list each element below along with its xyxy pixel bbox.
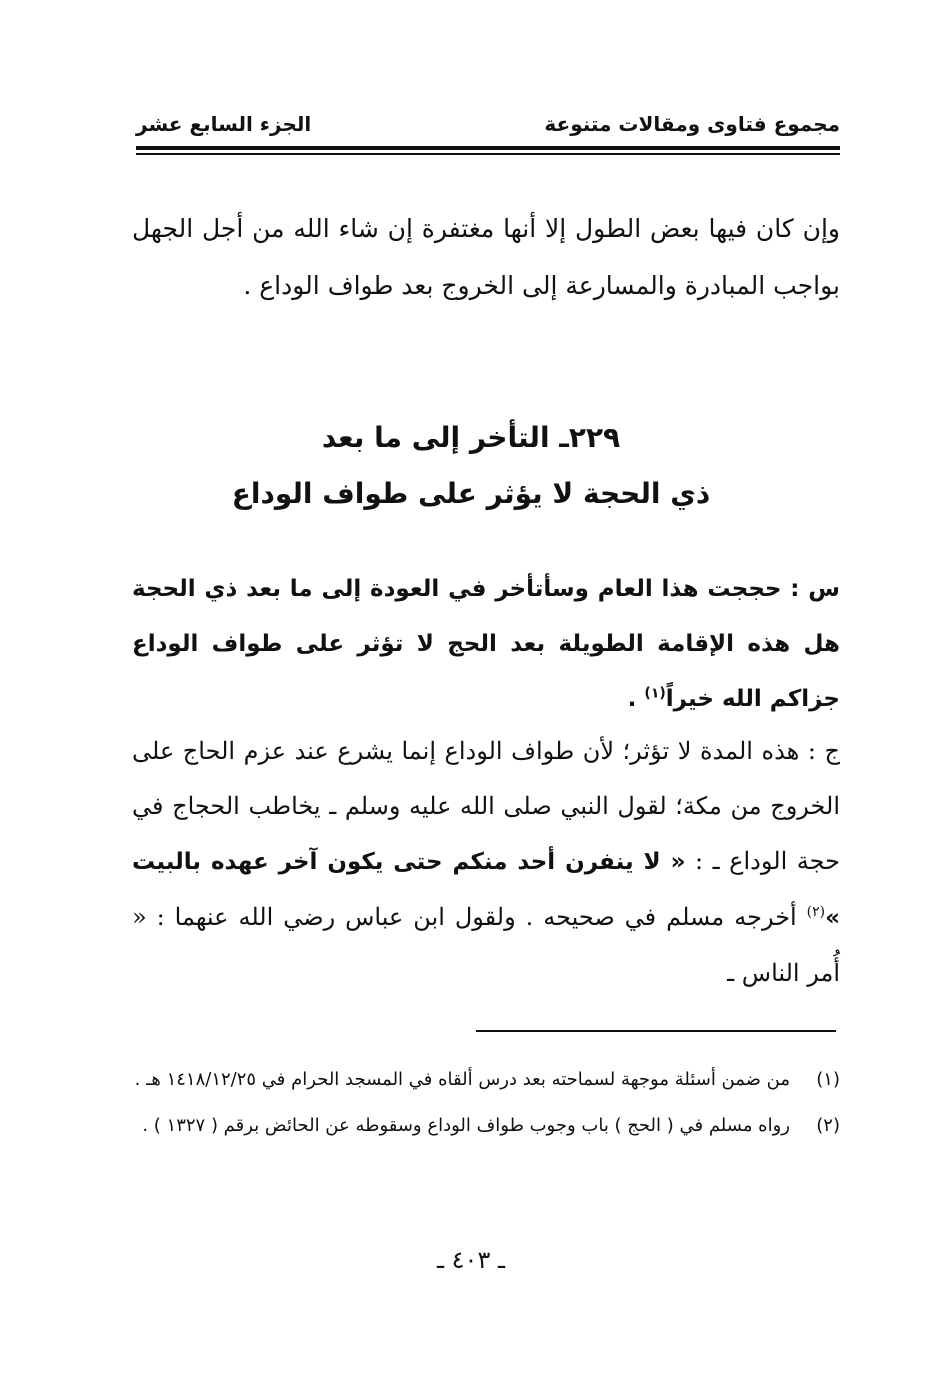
footnote-item (126, 1062, 840, 1098)
book-title: مجموع فتاوى ومقالات متنوعة (544, 112, 840, 136)
page-number: ـ ٤٠٣ ـ (436, 1246, 505, 1274)
answer-text-part2: أخرجه مسلم في صحيحه . ولقول ابن عباس رضي الله عنهما : « أُمر الناس ـ (132, 903, 840, 987)
footnote-text: رواه مسلم في ( الحج ) باب وجوب طواف الوداع وسقوطه عن الحائض برقم ( ١٣٢٧ ) . (142, 1115, 790, 1136)
header-rule-thin (136, 153, 840, 155)
footnotes (126, 1062, 840, 1154)
footnote-text: من ضمن أسئلة موجهة لسماحته بعد درس ألقاه في المسجد الحرام في ١٤١٨/١٢/٢٥ هـ . (134, 1069, 790, 1090)
hadith-quote: « لا ينفرن أحد منكم حتى يكون آخر عهده بالبيت » (132, 849, 840, 931)
section-heading-line1: ٢٢٩ـ التأخر إلى ما بعد (321, 421, 621, 454)
section-heading (102, 410, 840, 522)
volume-title: الجزء السابع عشر (136, 112, 312, 136)
intro-paragraph: وإن كان فيها بعض الطول إلا أنها مغتفرة إن شاء الله من أجل الجهل بواجب المبادرة والمسارعة إلى الخروج بعد طواف الوداع . (132, 214, 840, 300)
footnote-item (126, 1108, 840, 1144)
footnote-number: (٢) (816, 1115, 840, 1136)
answer-paragraph (132, 724, 840, 1001)
question-text: س : حججت هذا العام وسأتأخر في العودة إلى ما بعد ذي الحجة هل هذه الإقامة الطويلة بعد الحج لا تؤثر على طواف الوداع جزاكم الله خيراً (132, 576, 840, 712)
footnote-ref-1: (١) (644, 685, 666, 702)
question-end: . (627, 686, 637, 712)
answer-text-part1: ج : هذه المدة لا تؤثر؛ لأن طواف الوداع إنما يشرع عند عزم الحاج على الخروج من مكة؛ لقول النبي صلى الله عليه وسلم ـ يخاطب الحجاج في حجة الوداع ـ : (132, 737, 840, 875)
section-heading-line2: ذي الحجة لا يؤثر على طواف الوداع (231, 477, 711, 510)
footnote-ref-2: (٢) (806, 904, 826, 920)
footnote-separator (476, 1030, 836, 1032)
running-header (136, 112, 840, 144)
footnote-number: (١) (816, 1069, 840, 1090)
header-rule-thick (136, 146, 840, 150)
question-paragraph (132, 562, 840, 727)
